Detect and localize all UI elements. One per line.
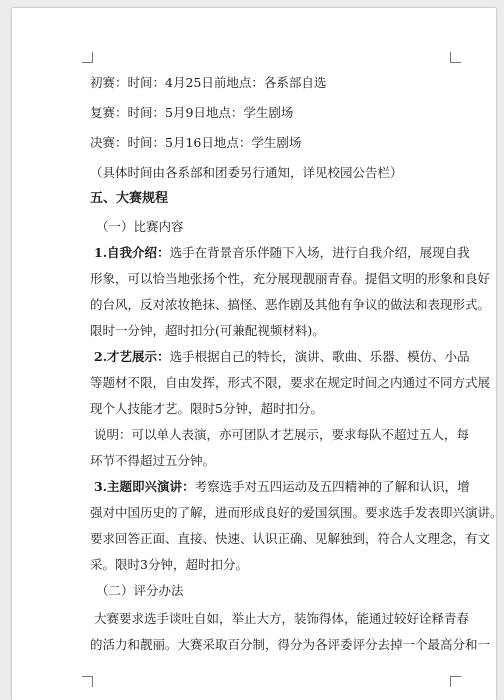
item3-line1 xyxy=(12,478,504,496)
item3-line2: 强对中国历史的了解，进而形成良好的爱国氛围。要求选手发表即兴演讲。 xyxy=(90,505,503,520)
item1-line2: 形象，可以恰当地张扬个性，充分展现靓丽青春。提倡文明的形象和良好 xyxy=(90,271,491,286)
item2-text: 选手根据自己的特长，演讲、歌曲、乐器、模仿、小品 xyxy=(169,349,470,364)
item2-line1 xyxy=(12,348,504,366)
schedule-final: 决赛：时间：5月16日地点：学生剧场 xyxy=(90,135,302,150)
schedule-prelim: 初赛：时间：4月25日前地点：各系部自选 xyxy=(90,75,327,90)
item1-line3: 的台风，反对浓妆艳抹、搞怪、恶作剧及其他有争议的做法和表现形式。 xyxy=(90,297,491,312)
item3-label: 3.主题即兴演讲 xyxy=(94,479,183,494)
page-corner-mark xyxy=(450,676,461,687)
note-line1: 说明：可以单人表演，亦可团队才艺展示，要求每队不超过五人，每 xyxy=(94,427,470,442)
section-heading: 五、大赛规程 xyxy=(90,191,169,206)
item2-line2: 等题材不限，自由发挥，形式不限，要求在规定时间之内通过不同方式展 xyxy=(90,375,491,390)
item2-line3: 现个人技能才艺。限时5分钟，超时扣分。 xyxy=(90,401,323,416)
item3-colon: ： xyxy=(182,479,195,494)
page-corner-mark xyxy=(450,52,461,63)
page-corner-mark xyxy=(82,52,93,63)
item2-colon: ： xyxy=(157,349,170,364)
item3-text: 考察选手对五四运动及五四精神的了解和认识，增 xyxy=(194,479,470,494)
item1-label: 1.自我介绍 xyxy=(94,245,158,260)
note-line2: 环节不得超过五分钟。 xyxy=(90,453,216,468)
scoring-line1: 大赛要求选手谈吐自如，举止大方，装饰得体，能通过较好诠释青春 xyxy=(94,611,470,626)
item2-label: 2.才艺展示 xyxy=(94,349,158,364)
item1-line1 xyxy=(12,244,504,262)
schedule-note: （具体时间由各系部和团委另行通知，详见校园公告栏） xyxy=(90,165,403,180)
item3-line4: 采。限时3分钟，超时扣分。 xyxy=(90,557,248,572)
item1-line4: 限时一分钟，超时扣分(可兼配视频材料)。 xyxy=(90,323,325,338)
page-corner-mark xyxy=(82,676,93,687)
item1-colon: ： xyxy=(157,245,170,260)
schedule-semi: 复赛：时间：5月9日地点：学生剧场 xyxy=(90,105,294,120)
scoring-line2: 的活力和靓丽。大赛采取百分制，得分为各评委评分去掉一个最高分和一 xyxy=(90,637,491,652)
item1-text: 选手在背景音乐伴随下入场，进行自我介绍，展现自我 xyxy=(169,245,470,260)
subsection-heading: （一）比赛内容 xyxy=(96,219,184,234)
item3-line3: 要求回答正面、直接、快速、认识正确、见解独到，符合人文理念，有文 xyxy=(90,531,491,546)
document-page xyxy=(12,8,503,700)
subsection-heading: （二）评分办法 xyxy=(96,583,184,598)
